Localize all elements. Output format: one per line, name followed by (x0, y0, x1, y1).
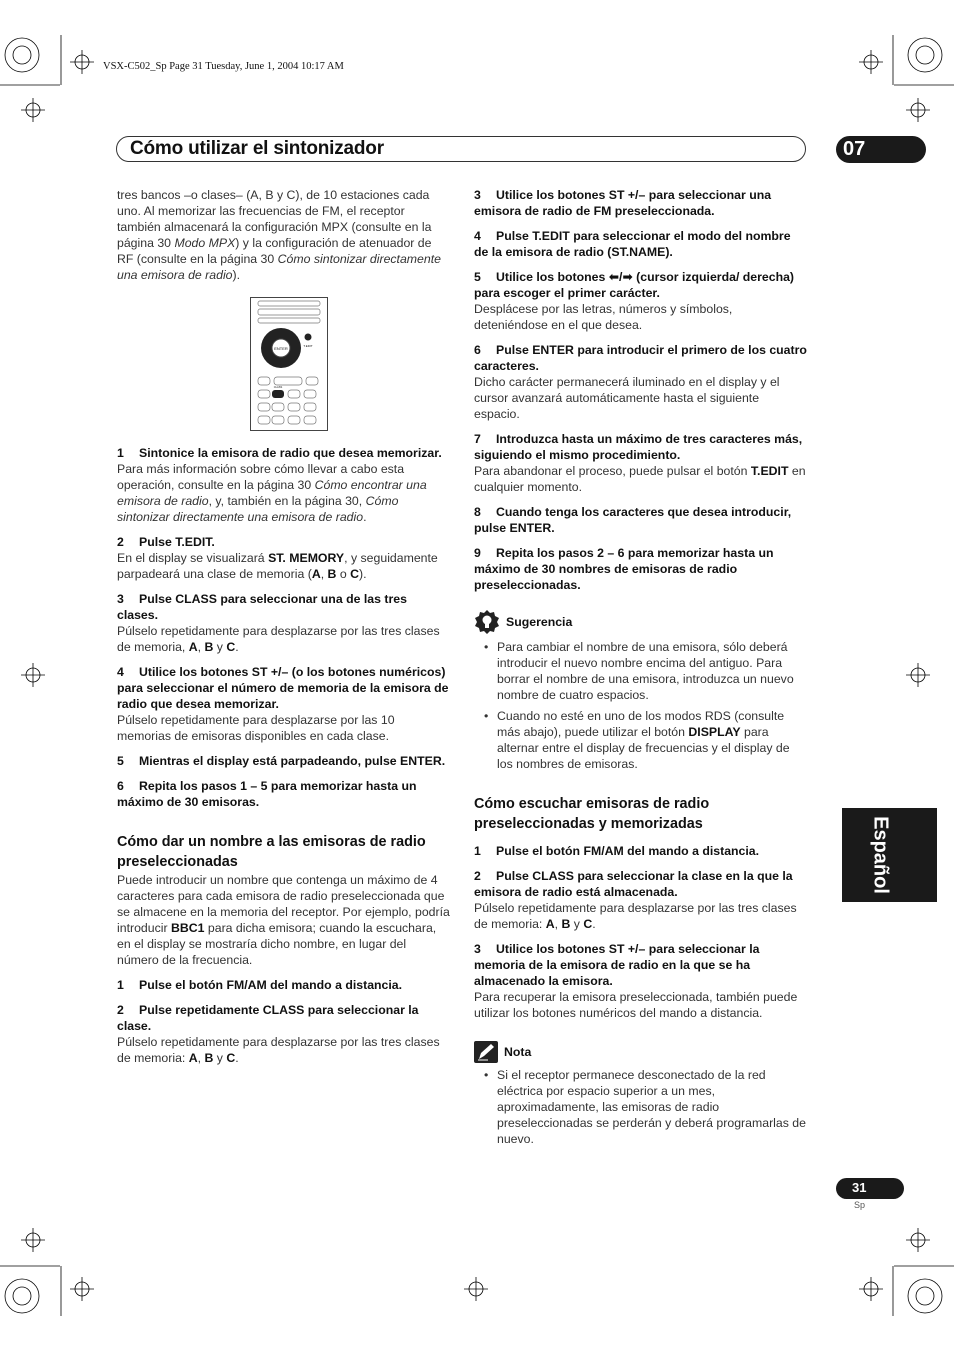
step-5: 5 Mientras el display está parpadeando, pulse ENTER. (117, 754, 446, 768)
step-2: 2 Pulse T.EDIT. En el display se visualizará ST. MEMORY, y seguidamente parpadeará una clase de memoria (A, B o C). (117, 535, 438, 581)
remote-class-label: CLASS (273, 386, 283, 389)
tip-list (474, 639, 808, 772)
page-number-badge (836, 1178, 904, 1199)
page-title: Cómo utilizar el sintonizador (130, 138, 384, 159)
naming-step-8: 8 Cuando tenga los caracteres que desea introducir, pulse ENTER. (474, 505, 792, 535)
naming-step-4: 4 Pulse T.EDIT para seleccionar el modo del nombre de la emisora de radio (ST.NAME). (474, 229, 791, 259)
tip-item: • Cuando no esté en uno de los modos RDS (consulte más abajo), puede utilizar el botón DISPLAY para alternar entre el display de frecuencias y el display de los nombres de emisoras. (497, 708, 808, 772)
note-item: • Si el receptor permanece desconectado de la red eléctrica por espacio superior a un mes, aproximadamente, las emisoras de radio preseleccionadas se perderán y deberá programarlas de nuevo. (497, 1067, 808, 1147)
naming-step-6: 6 Pulse ENTER para introducir el primero de los cuatro caracteres. Dicho carácter permanecerá iluminado en el display y el cursor avanzará automáticamente hasta el siguiente espacio. (474, 343, 807, 421)
tip-heading: Sugerencia (474, 609, 808, 635)
naming-step-1: 1 Pulse el botón FM/AM del mando a distancia. (117, 978, 403, 992)
naming-step-3: 3 Utilice los botones ST +/– para seleccionar una emisora de radio de FM preseleccionada. (474, 188, 772, 218)
note-pencil-icon (474, 1041, 498, 1063)
step-3: 3 Pulse CLASS para seleccionar una de las tres clases. Púlselo repetidamente para desplazarse por las tres clases de memoria, A, B y C. (117, 592, 440, 654)
naming-step-2: 2 Pulse repetidamente CLASS para seleccionar la clase. Púlselo repetidamente para desplazarse por las tres clases de memoria: A, B y C. (117, 1003, 440, 1065)
step-1: 1 Sintonice la emisora de radio que desea memorizar. Para más información sobre cómo llevar a cabo esta operación, consulte en la página 30 Cómo encontrar una emisora de radio, y, también en la página 30, Cómo sintonizar directamente una emisora de radio. (117, 446, 442, 524)
naming-step-7: 7 Introduzca hasta un máximo de tres caracteres más, siguiendo el mismo procedimiento. Para abandonar el proceso, puede pulsar el botón T.EDIT en cualquier momento. (474, 432, 806, 494)
step-4: 4 Utilice los botones ST +/– (o los botones numéricos) para seleccionar el número de memoria de la emisora de radio que desea memorizar. Púlselo repetidamente para desplazarse por las 10 memorias de emisoras disponibles en cada clase. (117, 665, 449, 743)
remote-tedit-label: T.EDIT (303, 344, 313, 348)
right-column (474, 187, 808, 1152)
step-6: 6 Repita los pasos 1 – 5 para memorizar hasta un máximo de 30 emisoras. (117, 779, 417, 809)
lightbulb-icon (474, 609, 500, 635)
listen-step-1: 1 Pulse el botón FM/AM del mando a distancia. (474, 844, 760, 858)
remote-control-illustration (250, 297, 328, 431)
remote-enter-label: ENTER (274, 346, 288, 351)
print-info: VSX-C502_Sp Page 31 Tuesday, June 1, 2004 10:17 AM (103, 61, 344, 72)
chapter-number: 07 (843, 138, 866, 160)
note-list (474, 1067, 808, 1147)
language-tab-label: Español (869, 816, 892, 894)
listen-step-3: 3 Utilice los botones ST +/– para seleccionar la memoria de la emisora de radio en la que se ha almacenado la emisora. Para recuperar la emisora preseleccionada, también puede utilizar los botones numéricos del mando a distancia. (474, 942, 798, 1020)
naming-step-5: 5 Utilice los botones ⬅/➡ (cursor izquierda/ derecha) para escoger el primer carácter. Desplácese por las letras, números y símbolos, deteniéndose en el que desea. (474, 270, 795, 332)
left-column (117, 187, 451, 1066)
tip-item: • Para cambiar el nombre de una emisora, sólo deberá introducir el nuevo nombre encima del antiguo. Para borrar el nombre de una emisora, introduzca un nuevo nombre de cuatro espacios. (497, 639, 808, 703)
section-heading-listening: Cómo escuchar emisoras de radio preseleccionadas y memorizadas (474, 796, 710, 832)
naming-intro: Puede introducir un nombre que contenga un máximo de 4 caracteres para cada emisora de radio preseleccionada que se almacene en la memoria del receptor. Por ejemplo, podría introducir BBC1 para dicha emisora; cuando la escuchara, en el display se mostraría dicho nombre, en lugar del número de la frecuencia. (117, 873, 450, 967)
listen-step-2: 2 Pulse CLASS para seleccionar la clase en la que la emisora de radio está almacenada. Púlselo repetidamente para desplazarse por las tres clases de memoria: A, B y C. (474, 869, 797, 931)
naming-step-9: 9 Repita los pasos 2 – 6 para memorizar hasta un máximo de 30 nombres de emisoras de radio preseleccionadas. (474, 546, 774, 592)
page-number: 31 (852, 1180, 867, 1195)
intro-paragraph: tres bancos –o clases– (A, B y C), de 10 estaciones cada uno. Al memorizar las frecuencias de FM, el receptor también almacenará la configuración MPX (consulte en la página 30 Modo MPX) y la configuración de atenuador de RF (consulte en la página 30 Cómo sintonizar directamente una emisora de radio). (117, 188, 441, 282)
note-heading: Nota (474, 1041, 808, 1063)
page-language-code: Sp (854, 1200, 866, 1210)
section-heading-naming: Cómo dar un nombre a las emisoras de radio preseleccionadas (117, 834, 426, 870)
left-steps (117, 445, 451, 1066)
